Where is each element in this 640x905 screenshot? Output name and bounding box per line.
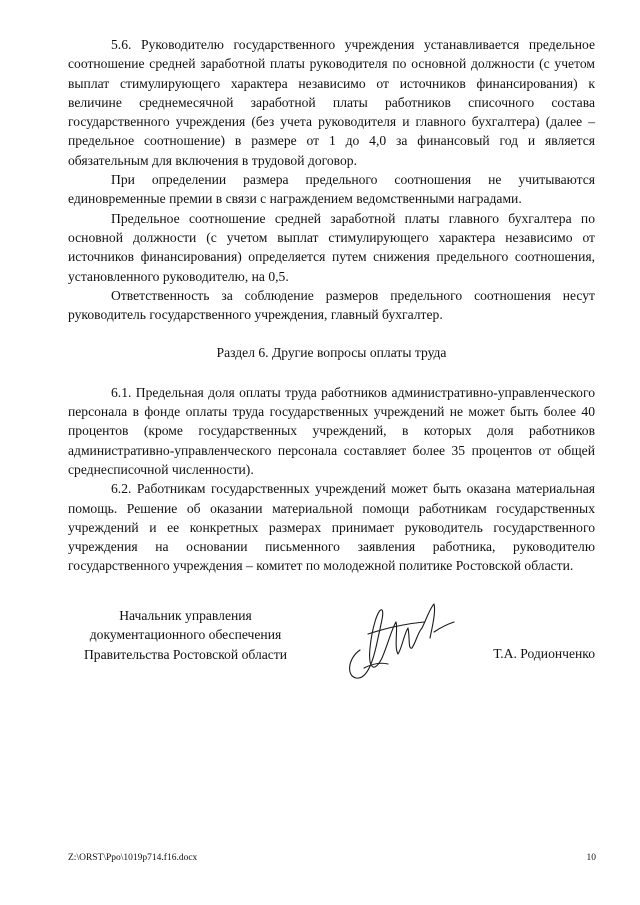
signatory-name: Т.А. Родионченко: [493, 646, 595, 661]
paragraph-6-2: 6.2. Работникам государственных учреждений может быть оказана материальная помощь. Решение об оказании материальной помощи работникам государственных учреждений и ее конкретных размерах принимает руководитель государственного учреждения на основании письменного заявления работника, руководителю государственного учреждения – комитет по молодежной политике Ростовской области.: [68, 481, 595, 574]
paragraph-5-6: 5.6. Руководителю государственного учреждения устанавливается предельное соотношение средней заработной платы руководителя по основной должности (с учетом выплат стимулирующего характера независимо от источников финансирования) к величине среднемесячной заработной платы работников списочного состава государственного учреждения (без учета руководителя и главного бухгалтера) (далее – предельное соотношение) в размере от 1 до 4,0 за финансовый год и является обязательным для включения в трудовой договор.: [68, 37, 595, 168]
paragraph-6-1: 6.1. Предельная доля оплаты труда работников административно-управленческого персонала в фонде оплаты труда государственных учреждений не может быть более 40 процентов (кроме государственных учреждений, в которых доля работников административно-управленческого персонала составляет более 35 процентов от общей среднесписочной численности).: [68, 384, 595, 477]
paragraph-chief-accountant: Предельное соотношение средней заработной платы главного бухгалтера по основной должности (с учетом выплат стимулирующего характера независимо от источников финансирования) определяется путем снижения предельного соотношения, установленного руководителю, на 0,5.: [68, 210, 595, 284]
section-title: Раздел 6. Другие вопросы оплаты труда: [216, 345, 447, 361]
document-body: [68, 35, 595, 576]
signature-block: [68, 606, 595, 686]
signatory-position: [68, 606, 303, 664]
paragraph-responsibility: Ответственность за соблюдение размеров предельного соотношения несут руководитель государственного учреждения, главный бухгалтер.: [68, 287, 595, 323]
footer-file-path: Z:\ORST\Ppo\1019p714.f16.docx: [68, 853, 198, 863]
footer-page-number: 10: [586, 853, 596, 863]
position-line: документационного обеспечения: [89, 627, 282, 643]
position-line: Начальник управления: [119, 608, 252, 623]
position-line: Правительства Ростовской области: [83, 646, 288, 662]
handwritten-signature: [338, 598, 468, 688]
paragraph-bonus-exclusion: При определении размера предельного соотношения не учитываются единовременные премии в связи с награждением ведомственными наградами.: [68, 172, 595, 207]
